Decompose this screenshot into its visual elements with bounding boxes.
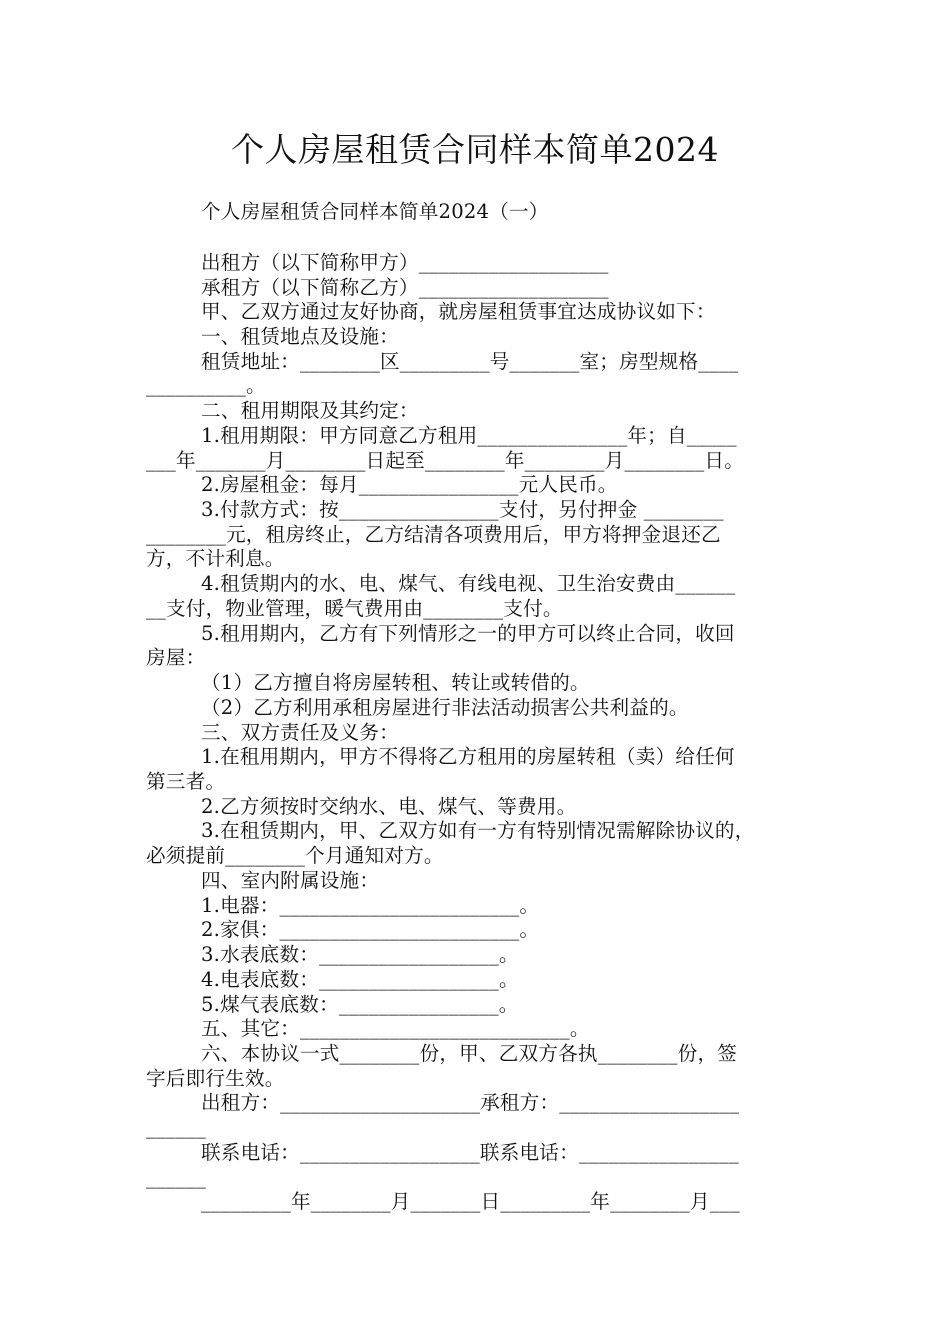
paragraph-line: 房屋： [146, 646, 206, 669]
signature-line: 出租方：____________________承租方：__________________ [201, 1091, 740, 1114]
paragraph-line: 2.房屋租金：每月________________元人民币。 [201, 473, 618, 496]
paragraph-line: 3.在租赁期内，甲、乙双方如有一方有特别情况需解除协议的， [201, 819, 755, 842]
section-heading: 个人房屋租赁合同样本简单2024（一） [201, 200, 549, 223]
paragraph-line: ________元，租房终止，乙方结清各项费用后，甲方将押金退还乙 [146, 523, 721, 546]
paragraph-line: 出租方（以下简称甲方）___________________ [201, 251, 609, 274]
paragraph-line: 第三者。 [146, 770, 226, 793]
paragraph-line: 三、双方责任及义务： [201, 721, 399, 744]
paragraph-line: （2）乙方利用承租房屋进行非法活动损害公共利益的。 [201, 696, 689, 719]
paragraph-line: 方，不计利息。 [146, 547, 285, 570]
paragraph-line: __支付，物业管理，暖气费用由________支付。 [146, 597, 563, 620]
paragraph-line: __________。 [146, 374, 266, 397]
paragraph-line: 承租方（以下简称乙方）___________________ [201, 276, 609, 299]
paragraph-line: ___年_______月________日起至________年________月________日。 [146, 449, 745, 472]
paragraph-line: 1.电器：________________________。 [201, 894, 540, 917]
paragraph-line: 2.家俱：________________________。 [201, 918, 540, 941]
paragraph-line: 3.付款方式：按________________支付，另付押金 ________ [201, 498, 724, 521]
document-title: 个人房屋租赁合同样本简单2024 [231, 130, 719, 169]
signature-line: 联系电话：__________________联系电话：________________ [201, 1141, 739, 1164]
paragraph-line: 1.在租用期内，甲方不得将乙方租用的房屋转租（卖）给任何 [201, 745, 735, 768]
paragraph-line: 5.租用期内，乙方有下列情形之一的甲方可以终止合同，收回 [201, 622, 735, 645]
paragraph-line: 二、租用期限及其约定： [201, 399, 419, 422]
paragraph-line: 字后即行生效。 [146, 1067, 285, 1090]
paragraph-line: 4.电表底数：__________________。 [201, 968, 519, 991]
paragraph-line: 租赁地址：________区_________号_______室；房型规格____ [201, 350, 739, 373]
paragraph-line: （1）乙方擅自将房屋转租、转让或转借的。 [201, 671, 590, 694]
paragraph-line: 2.乙方须按时交纳水、电、煤气、等费用。 [201, 795, 577, 818]
paragraph-line: 1.租用期限：甲方同意乙方租用_______________年；自_____ [201, 424, 737, 447]
paragraph-line: 5.煤气表底数：________________。 [201, 993, 519, 1016]
paragraph-line: 甲、乙双方通过友好协商，就房屋租赁事宜达成协议如下： [201, 300, 716, 323]
paragraph-line: 六、本协议一式________份，甲、乙双方各执________份，签 [201, 1042, 738, 1065]
signature-line: ______ [146, 1116, 206, 1139]
date-line: _________年________月_______日_________年________月___ [201, 1190, 740, 1213]
paragraph-line: 4.租赁期内的水、电、煤气、有线电视、卫生治安费由______ [201, 572, 736, 595]
paragraph-line: 五、其它：___________________________。 [201, 1017, 590, 1040]
paragraph-line: 一、租赁地点及设施： [201, 325, 399, 348]
paragraph-line: 四、室内附属设施： [201, 869, 380, 892]
signature-line: ______ [146, 1166, 206, 1189]
paragraph-line: 必须提前________个月通知对方。 [146, 844, 444, 867]
paragraph-line: 3.水表底数：__________________。 [201, 943, 519, 966]
